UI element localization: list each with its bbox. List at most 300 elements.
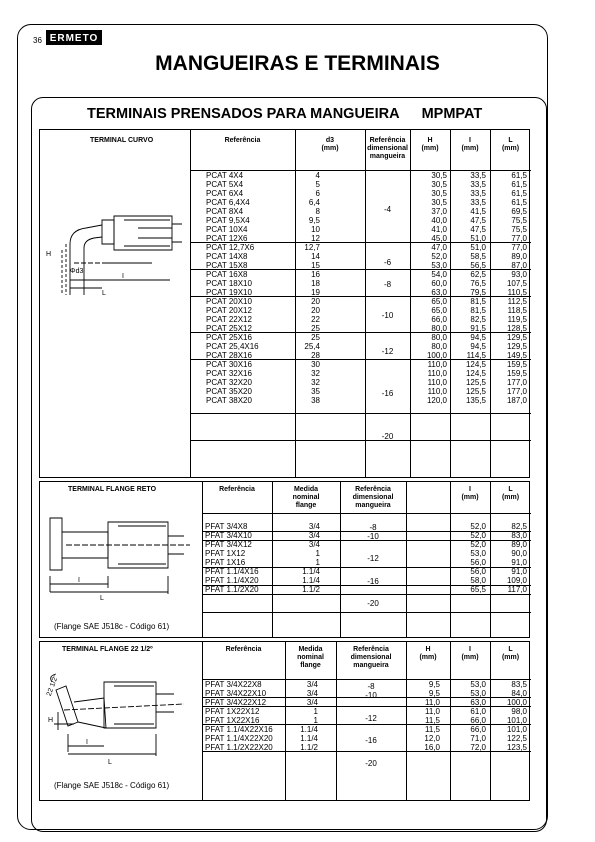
cell-medida: 3/4 [306, 689, 318, 698]
cell-i: 56,0 [470, 567, 486, 576]
cell-h: 80,0 [431, 342, 447, 351]
cell-l: 110,5 [507, 288, 527, 297]
cell-d3: 32 [311, 378, 320, 387]
hdr-line: flange [300, 662, 321, 669]
cell-i: 79,5 [470, 288, 486, 297]
cell-ref: PCAT 30X16 [206, 360, 252, 369]
group-label: -6 [383, 258, 392, 267]
label-i: I [86, 739, 88, 746]
hdr-line: I [469, 486, 471, 493]
cell-l: 61,5 [511, 180, 527, 189]
cell-d3: 32 [311, 369, 320, 378]
cell-l: 149,5 [506, 351, 527, 360]
cell-ref: PCAT 18X10 [206, 279, 252, 288]
cell-d3: 5 [315, 180, 320, 189]
cell-d3: 38 [311, 396, 320, 405]
cell-h: 11,5 [425, 725, 440, 734]
hdr-line: d3 [325, 137, 335, 144]
cell-h: 11,5 [425, 716, 440, 725]
cell-medida: 1.1/4 [302, 567, 320, 576]
col-header-medida [285, 646, 336, 670]
cell-medida: 1.1/4 [300, 725, 318, 734]
col-header-i [450, 486, 490, 502]
cell-d3: 20 [311, 306, 320, 315]
cell-ref: PCAT 12X6 [206, 234, 248, 243]
section-name: TERMINAL FLANGE RETO [68, 486, 157, 493]
cell-h: 53,0 [431, 261, 447, 270]
cell-ref: PCAT 15X8 [206, 261, 248, 270]
curved-terminal-drawing [42, 180, 188, 300]
straight-flange-drawing [44, 504, 194, 604]
cell-h: 65,0 [431, 297, 447, 306]
cell-ref: PFAT 1.1/2X20 [205, 585, 259, 594]
cell-l: 89,0 [511, 252, 527, 261]
cell-i: 52,0 [470, 522, 486, 531]
cell-h: 30,5 [431, 180, 447, 189]
cell-h: 9,5 [428, 689, 440, 698]
cell-ref: PFAT 3/4X8 [205, 522, 248, 531]
hdr-line: Referência [355, 486, 391, 493]
cell-l: 177,0 [506, 387, 527, 396]
flange-note: (Flange SAE J518c - Código 61) [54, 781, 170, 790]
hdr-line: nominal [297, 654, 324, 661]
cell-h: 65,0 [431, 306, 447, 315]
hdr-line: (mm) [461, 654, 479, 661]
cell-i: 82,5 [470, 315, 486, 324]
cell-i: 81,5 [470, 306, 486, 315]
group-label: -10 [365, 691, 377, 700]
table-row [40, 342, 531, 351]
cell-d3: 15 [311, 261, 320, 270]
cell-l: 159,5 [506, 360, 527, 369]
group-label: -10 [367, 532, 379, 541]
cell-l: 91,0 [511, 567, 527, 576]
col-header-medida [272, 486, 340, 510]
page-title: MANGUEIRAS E TERMINAIS [155, 52, 440, 75]
cell-l: 87,0 [511, 261, 527, 270]
cell-i: 47,5 [470, 216, 486, 225]
cell-i: 56,5 [470, 261, 486, 270]
col-header-ref: Referência [219, 486, 255, 493]
group-label: -16 [381, 389, 394, 398]
cell-ref: PCAT 8X4 [206, 207, 244, 216]
cell-i: 135,5 [465, 396, 486, 405]
cell-ref: PCAT 22X12 [206, 315, 252, 324]
cell-i: 61,0 [470, 707, 486, 716]
hdr-line: (mm) [501, 145, 520, 152]
col-header-ref: Referência [225, 646, 262, 653]
group-label: -12 [365, 714, 377, 723]
cell-ref: PFAT 1.1/4X20 [205, 576, 259, 585]
group-label: -16 [367, 577, 379, 586]
cell-h: 60,0 [431, 279, 447, 288]
cell-i: 53,0 [470, 549, 486, 558]
cell-i: 33,5 [470, 198, 486, 207]
col-header-i [450, 137, 490, 153]
cell-l: 83,0 [511, 531, 527, 540]
hdr-line: Medida [293, 486, 319, 493]
cell-d3: 12,7 [304, 243, 320, 252]
cell-h: 40,0 [431, 216, 447, 225]
hdr-line: I [469, 137, 471, 144]
hdr-line: Medida [298, 646, 323, 653]
cell-i: 124,5 [465, 360, 486, 369]
label-l: L [102, 290, 106, 297]
table-row [40, 333, 531, 342]
cell-l: 118,5 [507, 306, 527, 315]
cell-h: 110,0 [427, 369, 447, 378]
col-header-refdim [340, 486, 406, 510]
cell-h: 110,0 [427, 378, 447, 387]
cell-medida: 1.1/4 [302, 576, 320, 585]
cell-i: 51,0 [470, 234, 486, 243]
label-i: I [78, 577, 80, 584]
cell-d3: 25,4 [304, 342, 320, 351]
cell-medida: 1 [313, 707, 318, 716]
cell-medida: 3/4 [308, 522, 320, 531]
cell-ref: PFAT 1.1/4X22X16 [205, 725, 273, 734]
cell-ref: PFAT 1X22X12 [205, 707, 260, 716]
cell-l: 119,5 [507, 315, 527, 324]
cell-ref: PFAT 1.1/2X22X20 [205, 743, 273, 752]
hdr-line: H [427, 137, 433, 144]
cell-h: 110,0 [427, 360, 447, 369]
cell-l: 91,0 [511, 558, 527, 567]
cell-i: 114,5 [466, 351, 486, 360]
cell-h: 16,0 [424, 743, 440, 752]
cell-i: 94,5 [470, 342, 486, 351]
cell-ref: PCAT 35X20 [206, 387, 252, 396]
hdr-line: (mm) [501, 654, 520, 661]
cell-ref: PFAT 1X16 [205, 558, 246, 567]
hdr-line: I [469, 646, 471, 653]
cell-i: 52,0 [470, 531, 486, 540]
label-l: L [108, 759, 112, 766]
col-header-l [490, 486, 531, 502]
section-name: TERMINAL FLANGE 22 1/2º [62, 646, 153, 653]
cell-h: 30,5 [431, 171, 447, 180]
hdr-line: mangueira [369, 153, 406, 160]
cell-medida: 3/4 [306, 680, 318, 689]
cell-d3: 12 [311, 234, 320, 243]
cell-i: 58,0 [470, 576, 486, 585]
cell-ref: PCAT 19X10 [206, 288, 252, 297]
cell-l: 101,0 [506, 716, 527, 725]
cell-d3: 14 [311, 252, 320, 261]
cell-h: 30,5 [431, 198, 447, 207]
col-header-h [410, 137, 450, 153]
group-label: -20 [381, 432, 394, 441]
col-header-ref: Referência [224, 137, 261, 144]
cell-ref: PCAT 4X4 [206, 171, 244, 180]
cell-l: 101,0 [506, 725, 527, 734]
hdr-line: mangueira [355, 502, 391, 509]
cell-i: 125,5 [465, 378, 486, 387]
cell-l: 77,0 [511, 234, 527, 243]
cell-ref: PCAT 20X12 [206, 306, 252, 315]
group-label: -8 [369, 523, 377, 532]
cell-ref: PCAT 38X20 [206, 396, 252, 405]
cell-h: 52,0 [431, 252, 447, 261]
cell-h: 110,0 [427, 387, 447, 396]
group-label: -10 [381, 311, 394, 320]
table-row [40, 378, 531, 387]
cell-i: 81,5 [470, 297, 486, 306]
page-number: 36 [33, 36, 42, 45]
cell-d3: 18 [311, 279, 320, 288]
cell-medida: 1.1/2 [300, 743, 318, 752]
angled-flange-drawing [44, 672, 194, 772]
cell-l: 77,0 [511, 243, 527, 252]
group-rule [202, 612, 531, 613]
cell-l: 98,0 [511, 707, 527, 716]
col-header-refdim [365, 137, 410, 161]
cell-l: 128,5 [506, 324, 527, 333]
cell-i: 65,5 [470, 585, 486, 594]
cell-medida: 1 [315, 549, 320, 558]
table-row [40, 351, 531, 360]
cell-i: 52,0 [470, 540, 486, 549]
cell-i: 51,0 [470, 243, 486, 252]
hdr-line: flange [295, 502, 317, 509]
cell-i: 66,0 [470, 725, 486, 734]
cell-d3: 28 [311, 351, 320, 360]
cell-i: 125,5 [465, 387, 486, 396]
cell-l: 61,5 [511, 171, 527, 180]
cell-i: 91,5 [470, 324, 486, 333]
section-subtitle [87, 106, 482, 122]
label-h: H [46, 251, 52, 258]
cell-ref: PCAT 32X16 [206, 369, 252, 378]
cell-h: 37,0 [431, 207, 447, 216]
cell-h: 41,0 [431, 225, 447, 234]
col-header-l [490, 137, 531, 153]
table-row [40, 306, 531, 315]
cell-i: 56,0 [470, 558, 486, 567]
cell-d3: 16 [311, 270, 320, 279]
header-rule [202, 513, 531, 514]
cell-l: 129,5 [506, 333, 527, 342]
cell-i: 41,5 [470, 207, 486, 216]
group-label: -4 [383, 205, 392, 214]
cell-d3: 6 [315, 189, 320, 198]
cell-ref: PCAT 14X8 [206, 252, 248, 261]
cell-i: 58,5 [470, 252, 486, 261]
cell-h: 12,0 [424, 734, 440, 743]
cell-l: 187,0 [506, 396, 527, 405]
cell-ref: PFAT 1.1/4X16 [205, 567, 259, 576]
hdr-line: (mm) [461, 494, 479, 501]
cell-i: 53,0 [470, 689, 486, 698]
table-row [40, 396, 531, 405]
cell-h: 9,5 [428, 680, 440, 689]
cell-l: 159,5 [506, 369, 527, 378]
cell-ref: PCAT 6X4 [206, 189, 244, 198]
cell-ref: PCAT 10X4 [206, 225, 248, 234]
cell-l: 84,0 [511, 689, 527, 698]
ermeto-logo: ERMETO [46, 30, 102, 45]
cell-ref: PFAT 3/4X22X12 [205, 698, 267, 707]
cell-h: 66,0 [431, 315, 447, 324]
cell-ref: PCAT 25,4X16 [206, 342, 259, 351]
cell-d3: 22 [311, 315, 320, 324]
cell-l: 122,5 [506, 734, 527, 743]
cell-d3: 4 [315, 171, 320, 180]
table-row [40, 171, 531, 180]
group-rule [190, 413, 531, 414]
cell-ref: PFAT 3/4X22X10 [205, 689, 267, 698]
table-row [40, 360, 531, 369]
cell-ref: PCAT 9,5X4 [206, 216, 250, 225]
cell-i: 66,0 [470, 716, 486, 725]
cell-i: 76,5 [470, 279, 486, 288]
label-l: L [100, 595, 104, 602]
hdr-line: (mm) [321, 145, 339, 152]
cell-h: 54,0 [431, 270, 447, 279]
hdr-line: L [508, 486, 513, 493]
section-name: TERMINAL CURVO [90, 137, 154, 144]
cell-ref: PCAT 5X4 [206, 180, 244, 189]
group-label: -20 [367, 599, 379, 608]
cell-i: 62,5 [470, 270, 486, 279]
cell-i: 94,5 [470, 333, 486, 342]
hdr-line: nominal [292, 494, 320, 501]
cell-medida: 1.1/2 [302, 585, 320, 594]
cell-l: 90,0 [511, 549, 527, 558]
cell-d3: 25 [311, 324, 320, 333]
cell-ref: PCAT 6,4X4 [206, 198, 250, 207]
cell-ref: PFAT 3/4X10 [205, 531, 252, 540]
group-label: -16 [365, 736, 377, 745]
hdr-line: Referência [353, 646, 389, 653]
terminal-curvo-section [39, 129, 530, 478]
cell-d3: 9,5 [308, 216, 320, 225]
table-row [40, 387, 531, 396]
cell-l: 117,0 [507, 585, 527, 594]
cell-ref: PCAT 25X12 [206, 324, 252, 333]
cell-l: 93,0 [511, 270, 527, 279]
hdr-line: L [508, 646, 513, 653]
cell-l: 61,5 [511, 189, 527, 198]
group-label: -20 [365, 759, 377, 768]
subtitle-code: MPMPAT [421, 106, 483, 122]
cell-l: 129,5 [506, 342, 527, 351]
group-label: -8 [367, 682, 375, 691]
cell-d3: 19 [311, 288, 320, 297]
cell-i: 72,0 [470, 743, 486, 752]
hdr-line: dimensional [367, 145, 408, 152]
cell-h: 63,0 [431, 288, 447, 297]
cell-i: 33,5 [470, 171, 486, 180]
cell-ref: PCAT 12,7X6 [206, 243, 255, 252]
terminal-flange-22-section [39, 641, 530, 801]
cell-medida: 3/4 [306, 698, 318, 707]
cell-medida: 1.1/4 [300, 734, 318, 743]
col-header-h [406, 646, 450, 662]
hdr-line: (mm) [461, 145, 479, 152]
label-h: H [48, 717, 54, 724]
cell-d3: 25 [311, 333, 320, 342]
group-label: -12 [381, 347, 394, 356]
cell-h: 100,0 [426, 351, 447, 360]
label-d3: Φd3 [70, 268, 84, 275]
cell-ref: PFAT 1X22X16 [205, 716, 260, 725]
hdr-line: (mm) [419, 654, 437, 661]
cell-l: 100,0 [506, 698, 527, 707]
cell-l: 177,0 [506, 378, 527, 387]
group-label: -8 [383, 280, 392, 289]
group-rule [190, 440, 531, 441]
cell-d3: 6,4 [308, 198, 320, 207]
cell-medida: 3/4 [308, 531, 320, 540]
cell-i: 33,5 [470, 180, 486, 189]
cell-medida: 3/4 [308, 540, 320, 549]
cell-d3: 30 [311, 360, 320, 369]
cell-d3: 35 [311, 387, 320, 396]
hdr-line: (mm) [421, 145, 439, 152]
table-row [40, 324, 531, 333]
cell-i: 71,0 [470, 734, 486, 743]
cell-ref: PFAT 1X12 [205, 549, 246, 558]
cell-l: 75,5 [511, 216, 527, 225]
cell-l: 107,5 [506, 279, 527, 288]
group-label: -12 [367, 554, 379, 563]
cell-ref: PCAT 32X20 [206, 378, 252, 387]
hdr-line: H [425, 646, 431, 653]
cell-h: 47,0 [431, 243, 447, 252]
cell-l: 83,5 [511, 680, 527, 689]
col-header-refdim [336, 646, 406, 670]
cell-medida: 1 [315, 558, 320, 567]
cell-i: 47,5 [470, 225, 486, 234]
col-header-d3 [295, 137, 365, 153]
cell-h: 80,0 [431, 324, 447, 333]
cell-i: 124,5 [465, 369, 486, 378]
hdr-line: L [508, 137, 513, 144]
cell-medida: 1 [313, 716, 318, 725]
cell-h: 11,0 [425, 707, 440, 716]
terminal-flange-reto-section [39, 481, 530, 638]
cell-l: 112,5 [507, 297, 527, 306]
label-i: I [122, 273, 124, 280]
cell-i: 33,5 [470, 189, 486, 198]
cell-d3: 8 [315, 207, 320, 216]
col-header-i [450, 646, 490, 662]
cell-d3: 20 [311, 297, 320, 306]
table-row [40, 315, 531, 324]
cell-ref: PCAT 16X8 [206, 270, 248, 279]
hdr-line: mangueira [353, 662, 389, 669]
group-rule [202, 594, 531, 595]
cell-l: 69,5 [511, 207, 527, 216]
cell-ref: PCAT 25X16 [206, 333, 252, 342]
cell-l: 123,5 [506, 743, 527, 752]
cell-ref: PFAT 3/4X22X8 [205, 680, 262, 689]
hdr-line: Referência [369, 137, 406, 144]
hdr-line: dimensional [350, 654, 392, 661]
col-header-l [490, 646, 531, 662]
cell-ref: PCAT 20X10 [206, 297, 252, 306]
label-angle: 22 1/2° [45, 673, 61, 698]
cell-l: 82,5 [511, 522, 527, 531]
cell-l: 89,0 [511, 540, 527, 549]
cell-ref: PFAT 3/4X12 [205, 540, 252, 549]
cell-h: 11,0 [425, 698, 440, 707]
cell-h: 30,5 [431, 189, 447, 198]
cell-i: 53,0 [470, 680, 486, 689]
hdr-line: dimensional [352, 494, 394, 501]
table-row [40, 369, 531, 378]
